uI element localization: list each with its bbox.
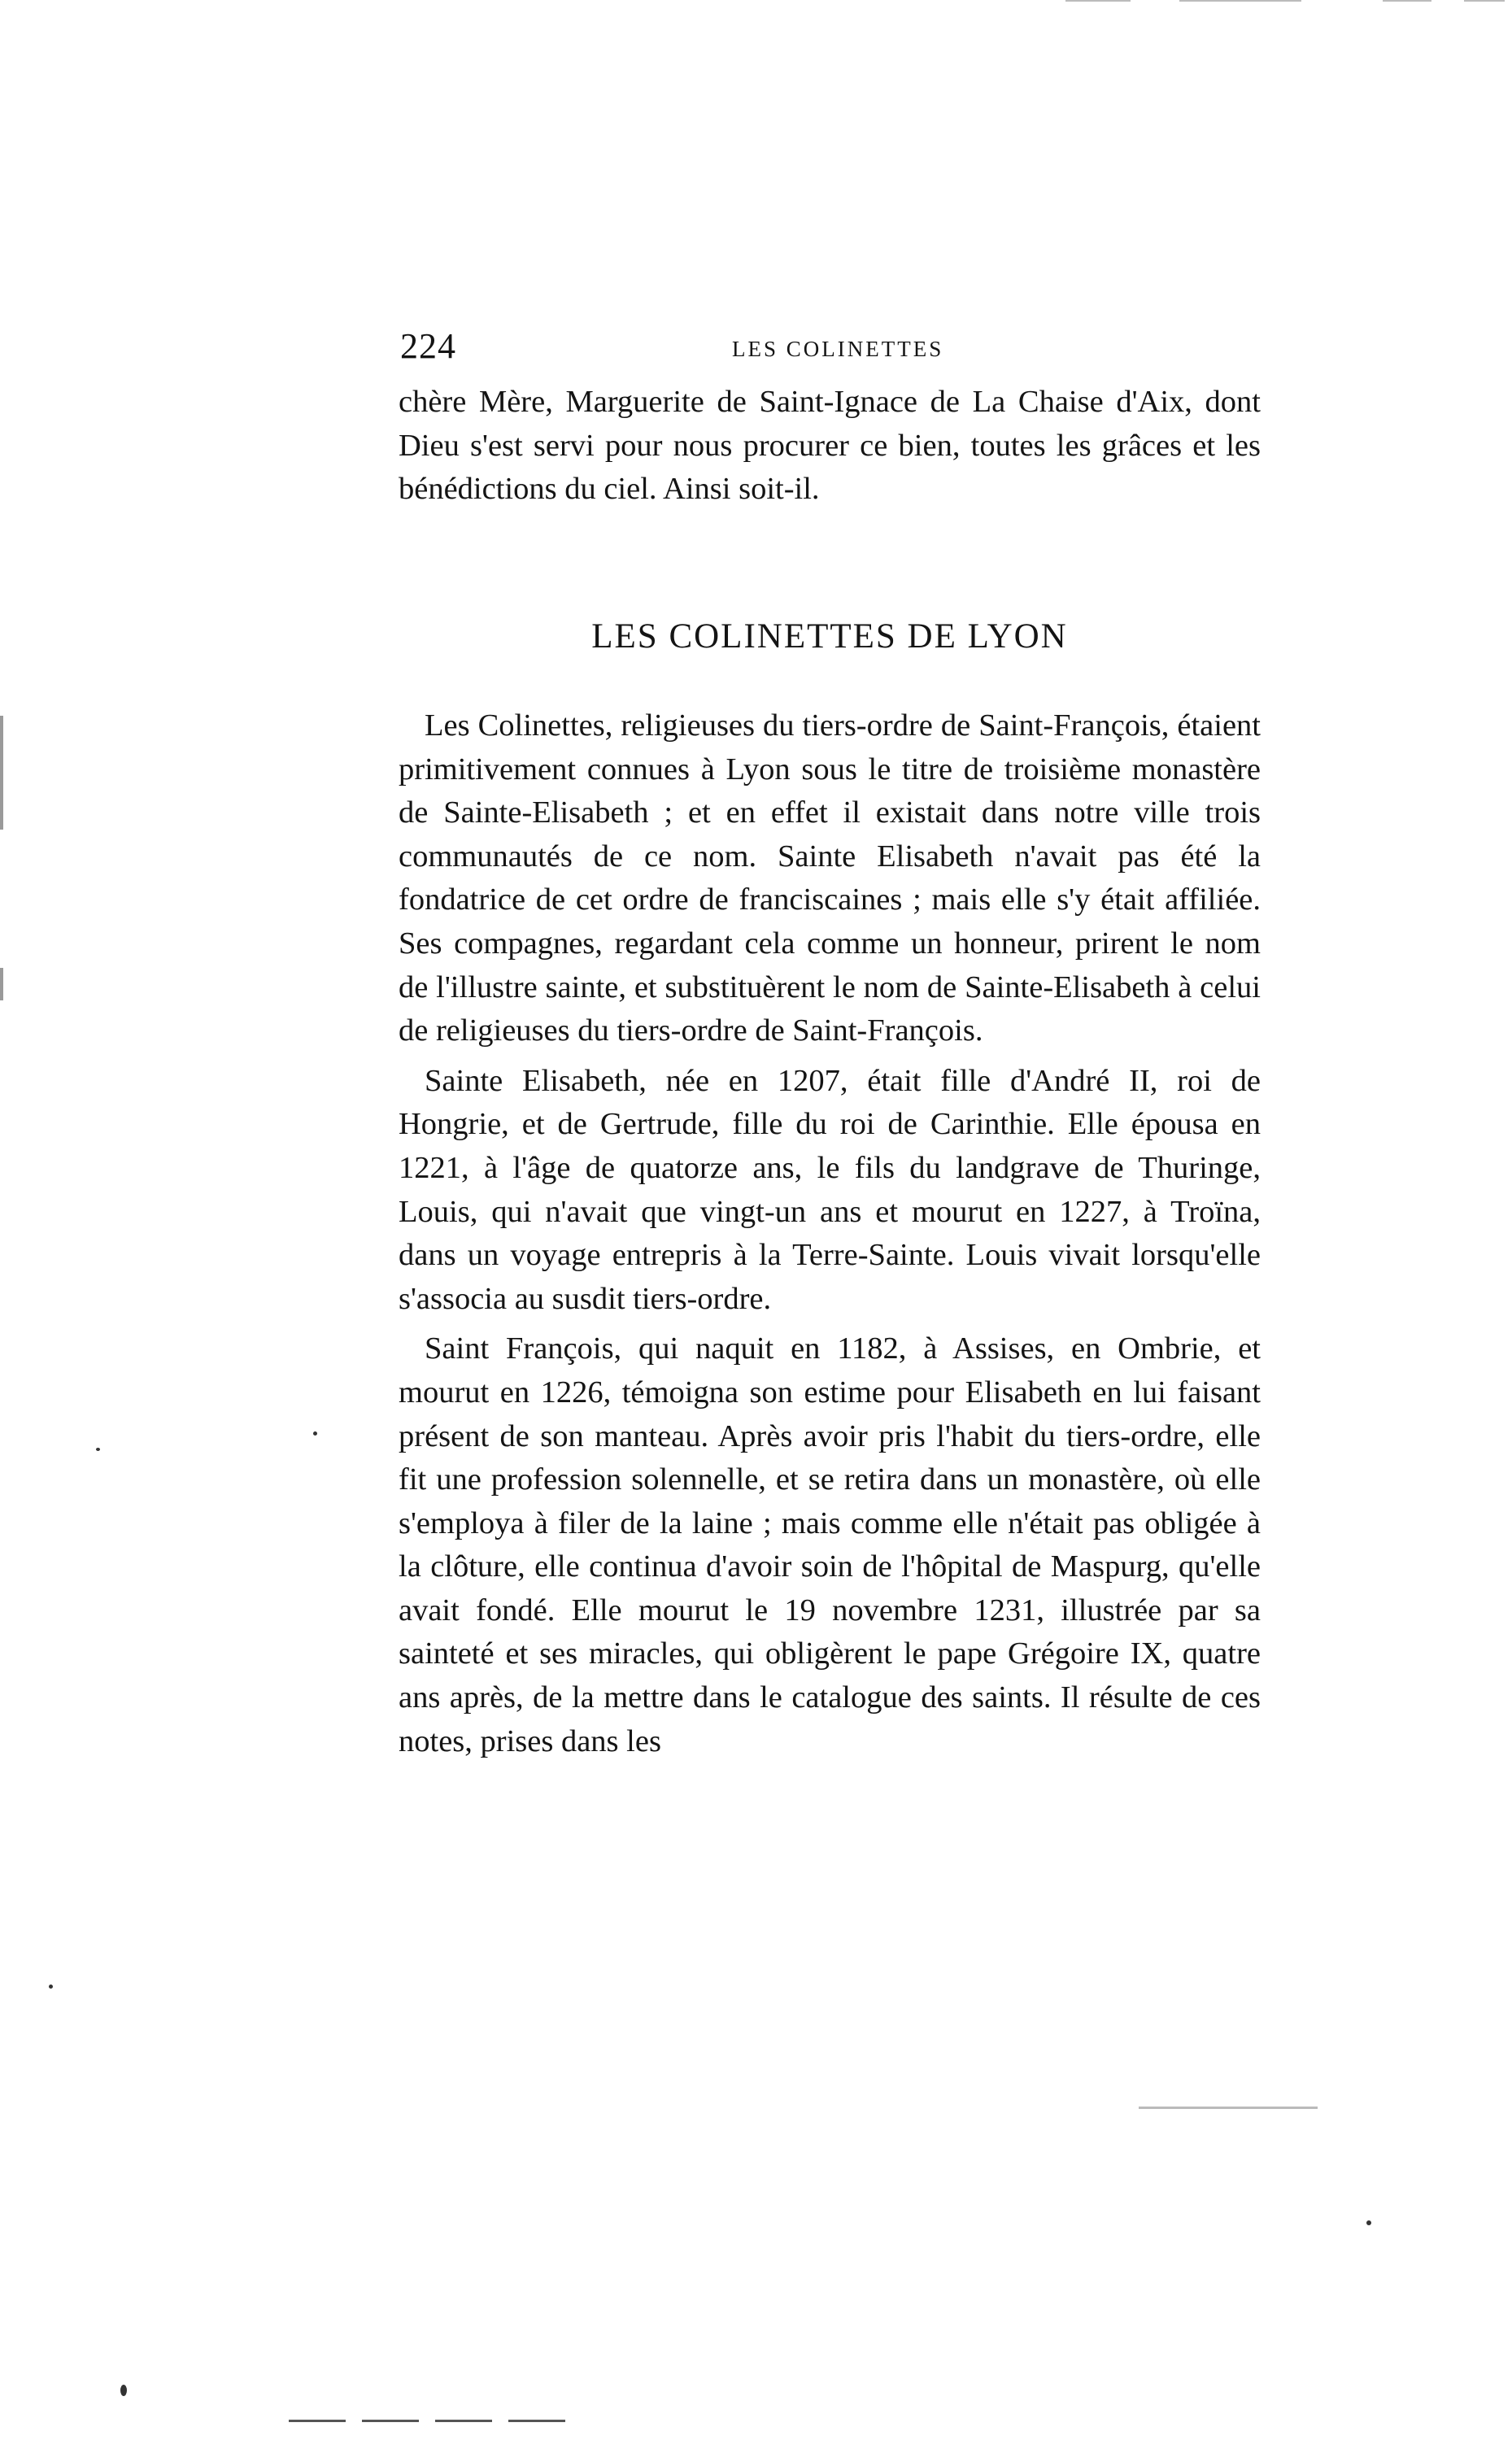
paragraph: Les Colinettes, religieuses du tiers-ordre de Saint-François, étaient primitivement connues à Lyon sous le titre de troisième monastère de Sainte-Elisabeth ; et en effet il existait dans notre ville trois communautés de ce nom. Sainte Elisabeth n'avait pas été la fondatrice de cet ordre de franciscaines ; mais elle s'y était affiliée. Ses compagnes, regardant cela comme un honneur, prirent le nom de l'illustre sainte, et substituèrent le nom de Sainte-Elisabeth à celui de religieuses du tiers-ordre de Saint-François. [399,708,1261,1048]
continuation-text [399,381,1261,512]
paragraph: Saint François, qui naquit en 1182, à Assises, en Ombrie, et mourut en 1226, témoigna son estime pour Elisabeth en lui faisant présent de son manteau. Après avoir pris l'habit du tiers-ordre, elle fit une profession solennelle, et se retira dans un monastère, où elle s'employa à filer de la laine ; mais comme elle n'était pas obligée à la clôture, elle continua d'avoir soin de l'hôpital de Maspurg, qu'elle avait fondé. Elle mourut le 19 novembre 1231, illustrée par sa sainteté et ses miracles, qui obligèrent le pape Grégoire IX, quatre ans après, de la mettre dans le catalogue des saints. Il résulte de ces notes, prises dans les [399,1331,1261,1758]
scan-edge-mark [1383,0,1431,2]
page-header [382,325,1261,374]
running-head: LES COLINETTES [732,337,944,361]
paragraph: Sainte Elisabeth, née en 1207, était fille d'André II, roi de Hongrie, et de Gertrude, fille du roi de Carinthie. Elle épousa en 1221, à l'âge de quatorze ans, le fils du landgrave de Thuringe, Louis, qui n'avait que vingt-un ans et mourut en 1227, à Troïna, dans un voyage entrepris à la Terre-Sainte. Louis vivait lorsqu'elle s'associa au susdit tiers-ordre. [399,1063,1261,1316]
scan-margin-line [0,716,3,830]
scan-edge-mark [1065,0,1131,2]
ink-speck [313,1431,317,1436]
ink-speck [49,1985,53,1989]
scan-edge-mark [289,2420,346,2422]
ink-speck [1366,2220,1371,2225]
ink-smudge [1139,2107,1318,2109]
continuation-paragraph: chère Mère, Marguerite de Saint-Ignace de La Chaise d'Aix, dont Dieu s'est servi pour nous procurer ce bien, toutes les grâces et les bénédictions du ciel. Ainsi soit-il. [399,385,1261,507]
scan-margin-line [0,968,3,1000]
scan-edge-mark [435,2420,492,2422]
scan-edge-mark [508,2420,565,2422]
section-body [399,704,1261,1763]
section-title: LES COLINETTES DE LYON [591,617,1068,656]
ink-speck [120,2385,127,2396]
scan-edge-mark [1464,0,1505,2]
page-number: 224 [400,326,456,366]
scan-edge-mark [1179,0,1301,2]
scan-edge-mark [362,2420,419,2422]
ink-speck [96,1448,100,1451]
